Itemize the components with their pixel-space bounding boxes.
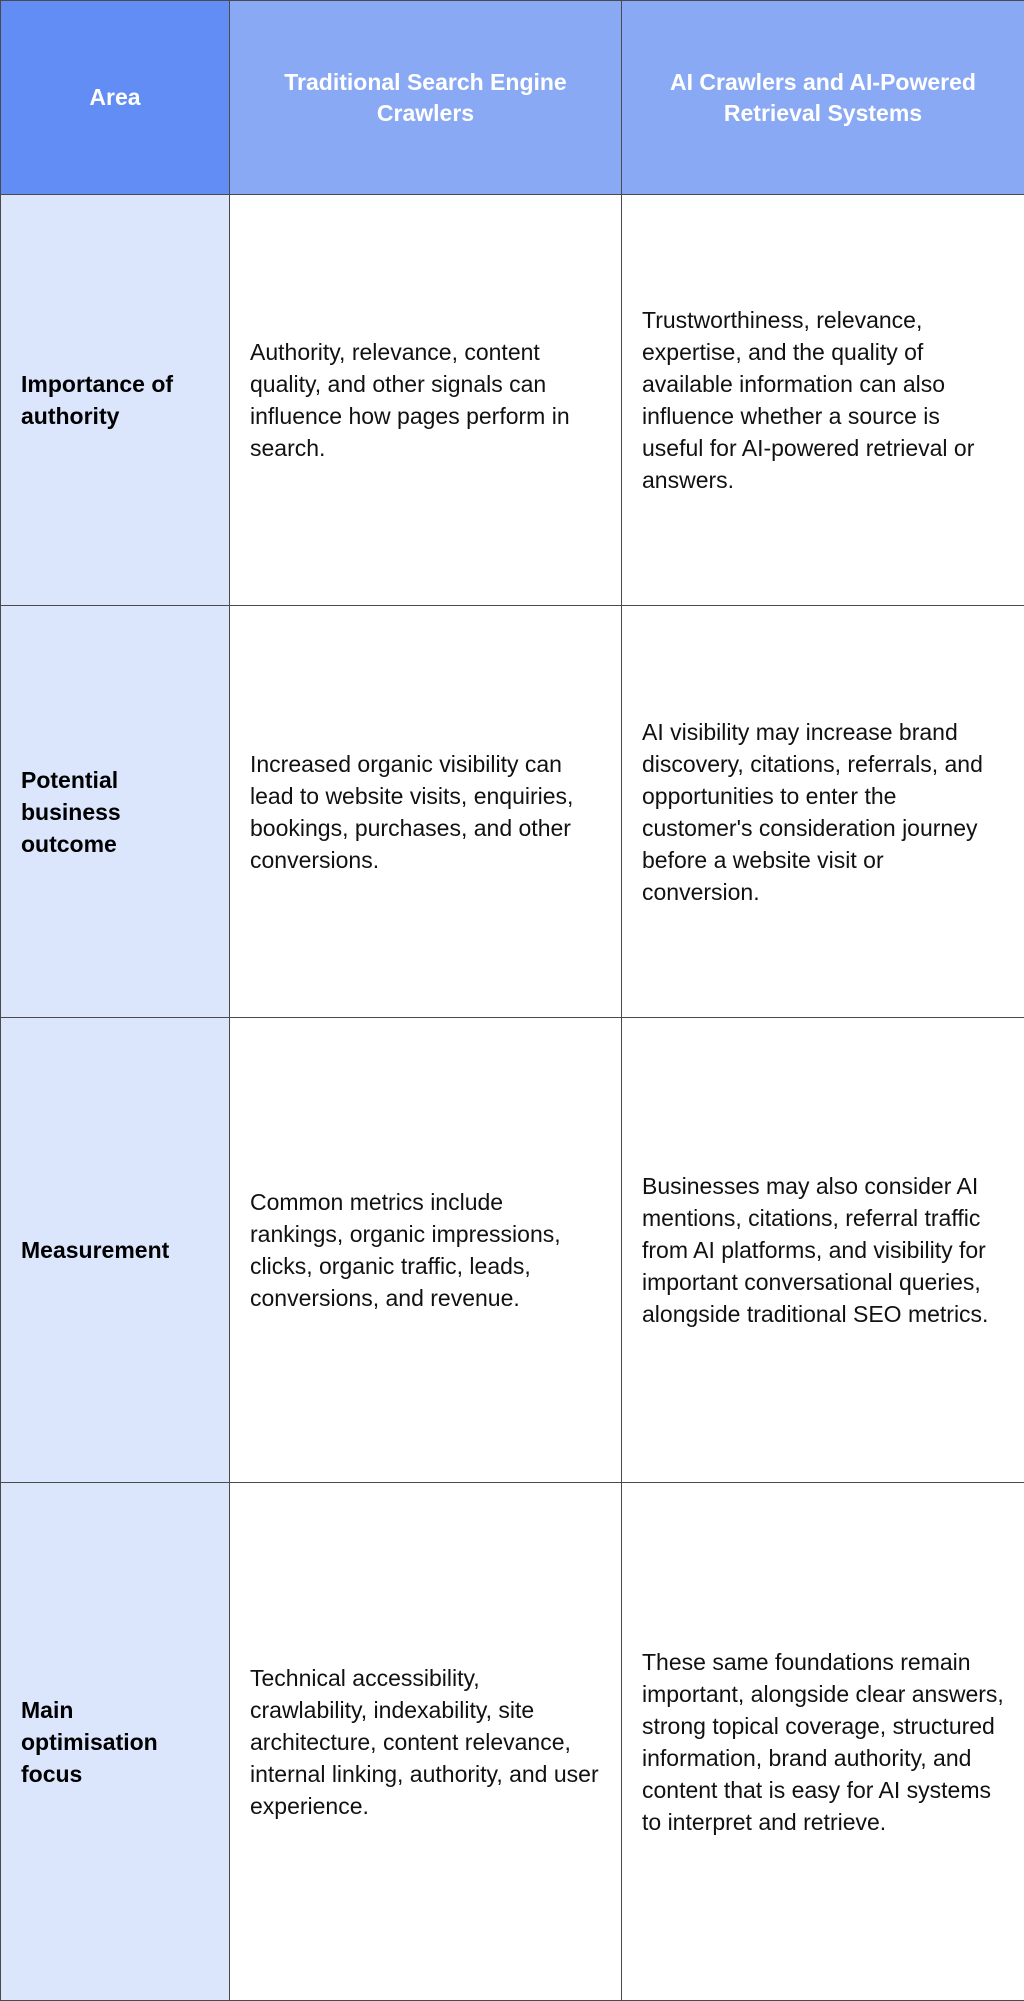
ai-cell: AI visibility may increase brand discovery, citations, referrals, and opportunities to enter the customer's consideration journey before a website visit or conversion. — [622, 606, 1024, 1018]
header-area: Area — [1, 1, 230, 195]
row-label: Importance of authority — [1, 195, 230, 606]
ai-cell: These same foundations remain important, alongside clear answers, strong topical coverage, structured information, brand authority, and content that is easy for AI systems to interpret and retrieve. — [622, 1483, 1024, 2001]
ai-cell: Trustworthiness, relevance, expertise, and the quality of available information can also influence whether a source is useful for AI-powered retrieval or answers. — [622, 195, 1024, 606]
traditional-cell: Common metrics include rankings, organic impressions, clicks, organic traffic, leads, conversions, and revenue. — [230, 1018, 622, 1483]
header-traditional-crawlers: Traditional Search Engine Crawlers — [230, 1, 622, 195]
header-ai-crawlers: AI Crawlers and AI-Powered Retrieval Systems — [622, 1, 1024, 195]
traditional-cell: Increased organic visibility can lead to website visits, enquiries, bookings, purchases, and other conversions. — [230, 606, 622, 1018]
table-row — [1, 606, 1024, 1018]
traditional-cell: Authority, relevance, content quality, and other signals can influence how pages perform in search. — [230, 195, 622, 606]
row-label: Main optimisation focus — [1, 1483, 230, 2001]
row-label: Measurement — [1, 1018, 230, 1483]
table-row — [1, 1018, 1024, 1483]
traditional-cell: Technical accessibility, crawlability, indexability, site architecture, content relevance, internal linking, authority, and user experience. — [230, 1483, 622, 2001]
ai-cell: Businesses may also consider AI mentions, citations, referral traffic from AI platforms, and visibility for important conversational queries, alongside traditional SEO metrics. — [622, 1018, 1024, 1483]
table-row — [1, 1483, 1024, 2001]
table-row — [1, 195, 1024, 606]
table-header-row — [1, 1, 1024, 195]
row-label: Potential business outcome — [1, 606, 230, 1018]
